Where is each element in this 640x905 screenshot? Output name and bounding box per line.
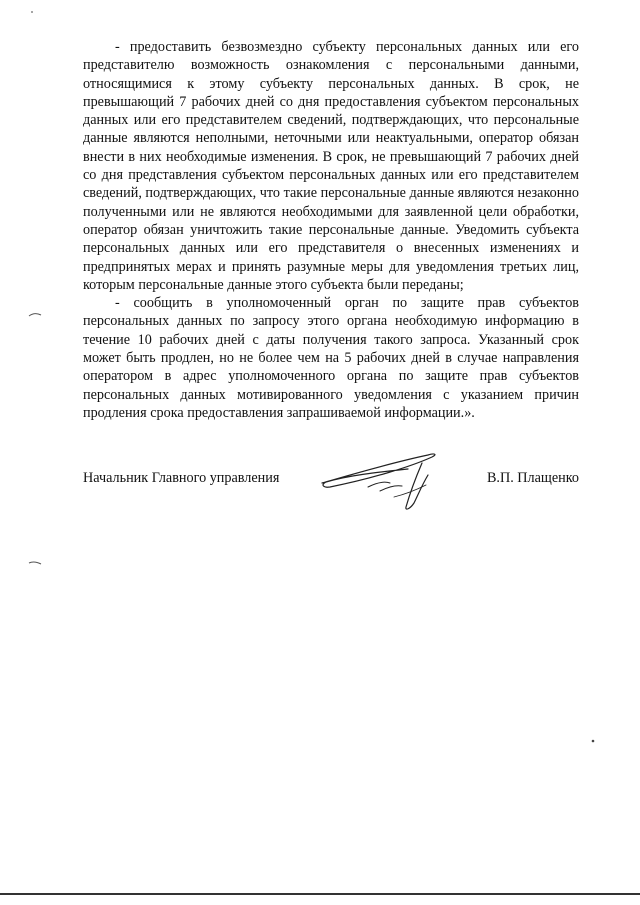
signatory-name: В.П. Плащенко bbox=[486, 470, 579, 486]
handwritten-signature bbox=[310, 445, 450, 520]
scan-speck-mark bbox=[30, 10, 34, 14]
scan-speck-mark bbox=[28, 312, 42, 318]
signatory-title: Начальник Главного управления bbox=[83, 470, 280, 486]
scan-bottom-edge bbox=[0, 893, 640, 895]
paragraph-report-to-authority: - сообщить в уполномоченный орган по защите прав субъектов персональных данных по запросу этого органа необходимую информацию в течение 10 рабочих дней с даты получения такого запроса. Указанный срок может быть продлен, но не более чем на 5 рабочих дней в случае направления оператором в адрес уполномоченного органа по защите прав субъектов персональных данных мотивированного уведомления с указанием причин продления срока предоставления запрашиваемой информации.». bbox=[83, 295, 579, 421]
scan-speck-mark bbox=[28, 560, 42, 566]
document-body bbox=[83, 38, 579, 422]
scan-speck-mark bbox=[590, 738, 596, 744]
paragraph-provide-access: - предоставить безвозмездно субъекту персональных данных или его представителю возможность ознакомления с персональными данными, относящимися к этому субъекту персональных данных. В срок, не превышающий 7 рабочих дней со дня предоставления субъектом персональных данных или его представителем сведений, подтверждающих, что персональные данные являются неполными, неточными или неактуальными, оператор обязан внести в них необходимые изменения. В срок, не превышающий 7 рабочих дней со дня представления субъектом персональных данных или его представителем сведений, подтверждающих, что такие персональные данные являются незаконно полученными или не являются необходимыми для заявленной цели обработки, оператор обязан уничтожить такие персональные данные. Уведомить субъекта персональных данных или его представителя о внесенных изменениях и предпринятых мерах и принять разумные меры для уведомления третьих лиц, которым персональные данные этого субъекта были переданы; bbox=[83, 39, 579, 293]
